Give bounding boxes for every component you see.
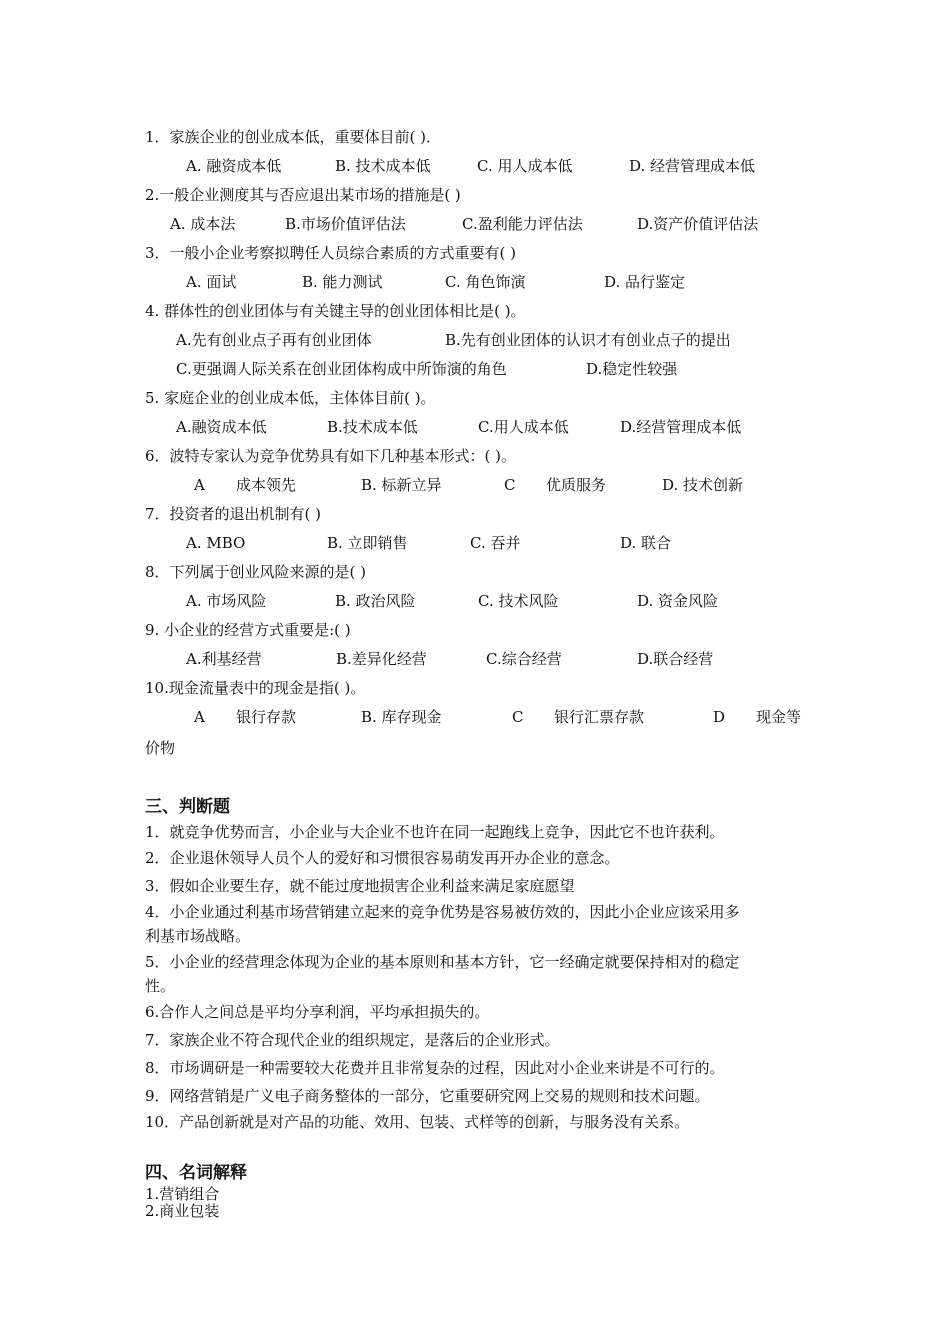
tf-item-1: 1．就竞争优势而言，小企业与大企业不也许在同一起跑线上竞争，因此它不也许获利。 bbox=[145, 823, 725, 841]
q3-option-d: D. 品行鉴定 bbox=[604, 273, 686, 291]
question-6: 6．波特专家认为竞争优势具有如下几种基本形式：( )。 bbox=[145, 447, 517, 465]
q1-option-b: B. 技术成本低 bbox=[335, 157, 431, 175]
question-8: 8．下列属于创业风险来源的是( ) bbox=[145, 563, 367, 581]
q2-option-a: A. 成本法 bbox=[170, 215, 236, 233]
tf-item-2: 2．企业退休领导人员个人的爱好和习惯很容易萌发再开办企业的意念。 bbox=[145, 849, 620, 867]
q10-option-c-text: 银行汇票存款 bbox=[554, 708, 645, 726]
term-item-2: 2.商业包装 bbox=[145, 1202, 220, 1220]
tf-item-5-wrap: 性。 bbox=[145, 977, 176, 995]
q6-option-c-text: 优质服务 bbox=[546, 476, 607, 494]
q10-option-d-text: 现金等 bbox=[756, 708, 802, 726]
question-9: 9. 小企业的经营方式重要是:( ) bbox=[145, 621, 351, 639]
q10-option-a-text: 银行存款 bbox=[236, 708, 297, 726]
question-7: 7．投资者的退出机制有( ) bbox=[145, 505, 322, 523]
q7-option-a: A. MBO bbox=[186, 534, 246, 552]
q5-option-d: D.经营管理成本低 bbox=[620, 418, 742, 436]
q6-option-a-letter: A bbox=[194, 476, 205, 494]
tf-item-4-wrap: 利基市场战略。 bbox=[145, 927, 251, 945]
q9-option-c: C.综合经营 bbox=[486, 650, 562, 668]
q1-option-d: D. 经营管理成本低 bbox=[629, 157, 756, 175]
q6-option-c-letter: C bbox=[504, 476, 516, 494]
question-10: 10.现金流量表中的现金是指( )。 bbox=[145, 679, 366, 697]
q5-option-b: B.技术成本低 bbox=[327, 418, 418, 436]
q10-option-b: B. 库存现金 bbox=[361, 708, 442, 726]
tf-item-5: 5．小企业的经营理念体现为企业的基本原则和基本方针，它一经确定就要保持相对的稳定 bbox=[145, 953, 740, 971]
q8-option-c: C. 技术风险 bbox=[478, 592, 559, 610]
q7-option-b: B. 立即销售 bbox=[327, 534, 408, 552]
question-2: 2.一般企业测度其与否应退出某市场的措施是( ) bbox=[145, 186, 461, 204]
q10-option-d-wrap: 价物 bbox=[145, 739, 176, 757]
q8-option-b: B. 政治风险 bbox=[335, 592, 416, 610]
q9-option-d: D.联合经营 bbox=[637, 650, 714, 668]
q8-option-a: A. 市场风险 bbox=[186, 592, 267, 610]
section-4-title: 四、名词解释 bbox=[145, 1163, 247, 1183]
tf-item-8: 8．市场调研是一种需要较大花费并且非常复杂的过程，因此对小企业来讲是不可行的。 bbox=[145, 1059, 725, 1077]
q3-option-c: C. 角色饰演 bbox=[445, 273, 526, 291]
term-item-1: 1.营销组合 bbox=[145, 1185, 220, 1203]
tf-item-10: 10．产品创新就是对产品的功能、效用、包装、式样等的创新，与服务没有关系。 bbox=[145, 1113, 690, 1131]
tf-item-3: 3．假如企业要生存，就不能过度地损害企业利益来满足家庭愿望 bbox=[145, 877, 575, 895]
q3-option-b: B. 能力测试 bbox=[302, 273, 383, 291]
q4-option-c: C.更强调人际关系在创业团体构成中所饰演的角色 bbox=[176, 360, 507, 378]
q4-option-d: D.稳定性较强 bbox=[586, 360, 678, 378]
q3-option-a: A. 面试 bbox=[186, 273, 237, 291]
q9-option-a: A.利基经营 bbox=[186, 650, 262, 668]
q10-option-c-letter: C bbox=[512, 708, 524, 726]
q6-option-b: B. 标新立异 bbox=[361, 476, 442, 494]
question-3: 3．一般小企业考察拟聘任人员综合素质的方式重要有( ) bbox=[145, 244, 517, 262]
q10-option-a-letter: A bbox=[194, 708, 205, 726]
q2-option-d: D.资产价值评估法 bbox=[637, 215, 759, 233]
section-3-title: 三、判断题 bbox=[145, 797, 230, 817]
q1-option-c: C. 用人成本低 bbox=[477, 157, 573, 175]
q4-option-a: A.先有创业点子再有创业团体 bbox=[176, 331, 372, 349]
q10-option-d-letter: D bbox=[713, 708, 726, 726]
q4-option-b: B.先有创业团体的认识才有创业点子的提出 bbox=[445, 331, 731, 349]
tf-item-7: 7．家族企业不符合现代企业的组织规定，是落后的企业形式。 bbox=[145, 1031, 560, 1049]
question-1: 1．家族企业的创业成本低，重要体目前( )． bbox=[145, 128, 442, 146]
tf-item-9: 9．网络营销是广义电子商务整体的一部分，它重要研究网上交易的规则和技术问题。 bbox=[145, 1087, 710, 1105]
q6-option-d: D. 技术创新 bbox=[662, 476, 744, 494]
q1-option-a: A. 融资成本低 bbox=[186, 157, 282, 175]
q7-option-c: C. 吞并 bbox=[470, 534, 521, 552]
q5-option-c: C.用人成本低 bbox=[478, 418, 569, 436]
tf-item-4: 4．小企业通过利基市场营销建立起来的竞争优势是容易被仿效的，因此小企业应该采用多 bbox=[145, 903, 740, 921]
question-5: 5. 家庭企业的创业成本低，主体体目前( )。 bbox=[145, 389, 436, 407]
q6-option-a-text: 成本领先 bbox=[236, 476, 297, 494]
q2-option-c: C.盈利能力评估法 bbox=[462, 215, 583, 233]
q5-option-a: A.融资成本低 bbox=[176, 418, 267, 436]
tf-item-6: 6.合作人之间总是平均分享利润，平均承担损失的。 bbox=[145, 1003, 490, 1021]
q2-option-b: B.市场价值评估法 bbox=[285, 215, 406, 233]
q8-option-d: D. 资金风险 bbox=[637, 592, 719, 610]
question-4: 4. 群体性的创业团体与有关键主导的创业团体相比是( )。 bbox=[145, 302, 526, 320]
q7-option-d: D. 联合 bbox=[620, 534, 672, 552]
q9-option-b: B.差异化经营 bbox=[336, 650, 427, 668]
